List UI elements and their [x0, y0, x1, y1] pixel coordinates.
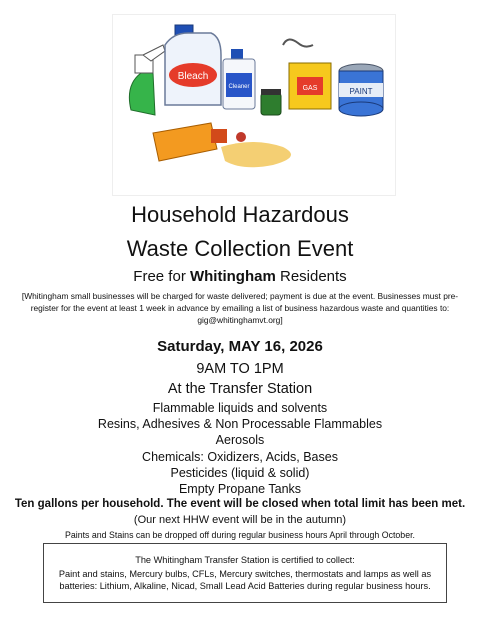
accepted-item: Pesticides (liquid & solid) [170, 466, 310, 480]
box-line-2: Paint and stains, Mercury bulbs, CFLs, Mercury switches, thermostats and lamps as well as [58, 569, 432, 579]
accepted-item: Aerosols [215, 433, 265, 447]
illustration-svg [113, 15, 395, 195]
cleaner-bottle-icon [223, 49, 255, 109]
spray-bottle-icon [129, 45, 165, 115]
bleach-label: Bleach [177, 71, 209, 82]
next-event-note: (Our next HHW event will be in the autumn) [133, 514, 347, 526]
event-location: At the Transfer Station [167, 381, 313, 397]
free-suffix: Residents [275, 268, 347, 285]
paint-can-icon [339, 64, 383, 116]
title-line-2: Waste Collection Event [126, 236, 354, 261]
limit-notice: Ten gallons per household. The event will be closed when total limit has been met. [14, 498, 466, 510]
free-for-residents [0, 268, 480, 285]
bleach-jug-icon [165, 25, 221, 105]
gas-label: GAS [302, 85, 318, 92]
business-note: [Whitingham small businesses will be charged for waste delivered; payment is due at the event. Businesses must pre-register for the event at least 1 week in advance by emailing a list of business hazardous waste and quantities to: gig@whitinghamvt.org] [21, 291, 459, 325]
gas-can-icon [283, 39, 331, 109]
transfer-station-info-box [43, 543, 447, 603]
title-line-1: Household Hazardous [131, 202, 349, 227]
accepted-item: Empty Propane Tanks [178, 482, 302, 496]
event-date: Saturday, MAY 16, 2026 [157, 338, 323, 355]
cleaner-label: Cleaner [228, 84, 250, 90]
box-line-3: batteries: Lithium, Alkaline, Nicad, Small Lead Acid Batteries during regular business hours. [59, 581, 431, 591]
spilled-tube-icon [153, 123, 291, 167]
paint-label: PAINT [349, 87, 373, 96]
town-name: Whitingham [189, 268, 276, 285]
hazardous-products-illustration [112, 14, 396, 196]
free-prefix: Free for [133, 268, 190, 285]
accepted-item: Chemicals: Oxidizers, Acids, Bases [142, 450, 338, 464]
event-time: 9AM TO 1PM [196, 361, 284, 377]
accepted-item: Resins, Adhesives & Non Processable Flammables [97, 417, 383, 431]
green-jar-icon [261, 89, 281, 115]
cap-icon [236, 132, 246, 142]
paints-note: Paints and Stains can be dropped off during regular business hours April through October. [65, 530, 415, 540]
box-line-1: The Whitingham Transfer Station is certified to collect: [135, 555, 355, 565]
accepted-item: Flammable liquids and solvents [152, 401, 328, 415]
